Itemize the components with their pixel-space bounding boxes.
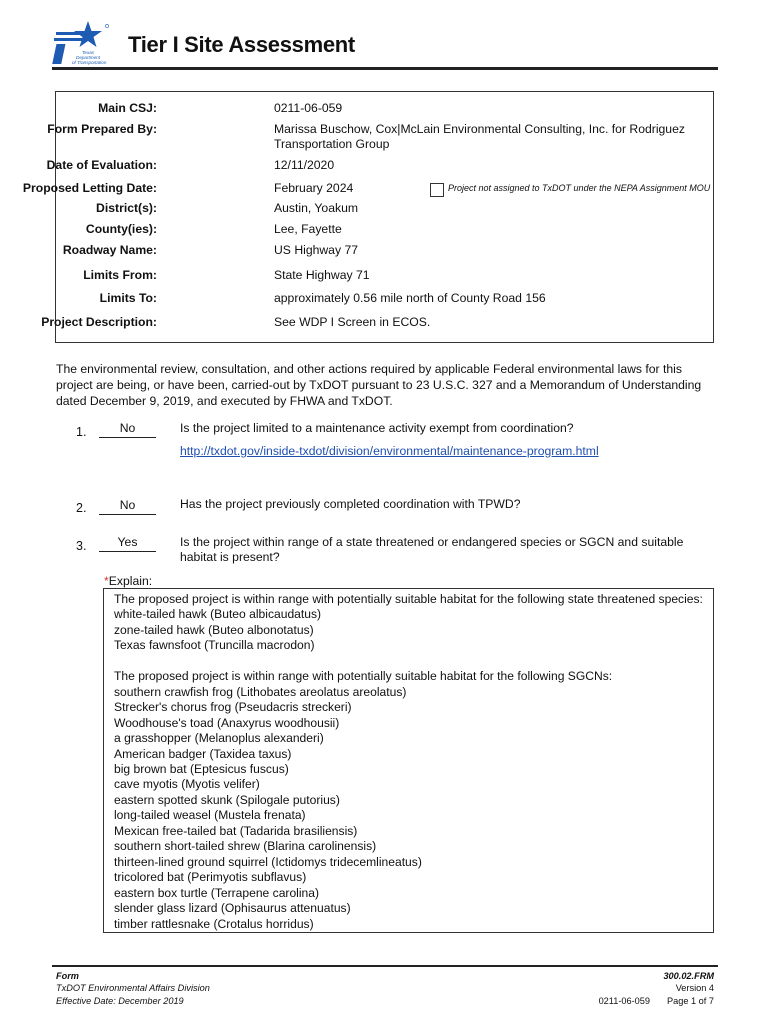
- question-3-number: 3.: [76, 539, 87, 553]
- main-csj-value: 0211-06-059: [274, 101, 343, 115]
- question-1-text: Is the project limited to a maintenance activity exempt from coordination?: [180, 421, 574, 435]
- footer-division: TxDOT Environmental Affairs Division: [56, 983, 210, 993]
- list-item: Mexican free-tailed bat (Tadarida brasiliensis): [114, 823, 358, 838]
- question-3-answer[interactable]: Yes: [99, 535, 156, 552]
- svg-text:Department: Department: [76, 55, 101, 60]
- footer-divider: [52, 965, 718, 967]
- maintenance-program-link[interactable]: http://txdot.gov/inside-txdot/division/environmental/maintenance-program.html: [180, 444, 599, 458]
- counties-value: Lee, Fayette: [274, 222, 342, 236]
- nepa-assignment-checkbox[interactable]: [430, 183, 444, 197]
- list-item: zone-tailed hawk (Buteo albonotatus): [114, 622, 314, 637]
- list-item: Strecker's chorus frog (Pseudacris streckeri): [114, 700, 352, 715]
- header-divider: [52, 67, 718, 70]
- list-item: Woodhouse's toad (Anaxyrus woodhousii): [114, 715, 340, 730]
- list-item: cave myotis (Myotis velifer): [114, 777, 260, 792]
- letting-date-label: Proposed Letting Date:: [22, 181, 157, 195]
- svg-text:of Transportation: of Transportation: [72, 60, 107, 65]
- txdot-logo: [52, 18, 114, 66]
- list-item: eastern spotted skunk (Spilogale putorius): [114, 792, 340, 807]
- roadway-name-label: Roadway Name:: [62, 243, 157, 257]
- footer-form-label: Form: [56, 971, 79, 981]
- project-description-value: See WDP I Screen in ECOS.: [274, 315, 431, 329]
- footer-version: Version 4: [675, 983, 714, 993]
- explain-textarea[interactable]: [103, 588, 714, 933]
- date-evaluation-label: Date of Evaluation:: [46, 158, 157, 172]
- threatened-intro: The proposed project is within range with potentially suitable habitat for the following state threatened species:: [114, 592, 703, 606]
- list-item: thirteen-lined ground squirrel (Ictidomys tridecemlineatus): [114, 854, 422, 869]
- intro-paragraph: The environmental review, consultation, and other actions required by applicable Federal environmental laws for this project are being, or have been, carried-out by TxDOT pursuant to 23 U.S.C. 327 and a Memorandum of Understanding dated December 9, 2019, and executed by FHWA and TxDOT.: [56, 362, 702, 408]
- list-item: big brown bat (Eptesicus fuscus): [114, 761, 289, 776]
- threatened-species-list: [114, 607, 703, 653]
- list-item: Texas fawnsfoot (Truncilla macrodon): [114, 638, 315, 653]
- sgcn-intro: The proposed project is within range with potentially suitable habitat for the following SGCNs:: [114, 669, 613, 684]
- list-item: long-tailed weasel (Mustela frenata): [114, 808, 306, 823]
- footer-csj: 0211-06-059: [598, 996, 650, 1006]
- project-description-label: Project Description:: [41, 315, 157, 329]
- counties-label: County(ies):: [85, 222, 157, 236]
- roadway-name-value: US Highway 77: [274, 243, 358, 257]
- explain-label-text: Explain:: [108, 574, 153, 588]
- svg-text:Texas: Texas: [82, 50, 95, 55]
- districts-label: District(s):: [96, 201, 157, 215]
- list-item: eastern box turtle (Terrapene carolina): [114, 885, 320, 900]
- districts-value: Austin, Yoakum: [274, 201, 359, 215]
- prepared-by-label: Form Prepared By:: [47, 122, 157, 136]
- sgcn-species-list: [114, 685, 703, 932]
- footer-page-number: Page 1 of 7: [667, 996, 714, 1006]
- question-1-number: 1.: [76, 425, 87, 439]
- project-info-box: [22, 91, 714, 343]
- date-evaluation-value: 12/11/2020: [274, 158, 335, 172]
- question-1-answer[interactable]: No: [99, 421, 156, 438]
- nepa-assignment-label: Project not assigned to TxDOT under the NEPA Assignment MOU: [448, 183, 711, 193]
- limits-from-value: State Highway 71: [274, 268, 370, 282]
- question-2-answer[interactable]: No: [99, 498, 156, 515]
- txdot-star-logo-icon: [52, 18, 114, 66]
- page-title: Tier I Site Assessment: [128, 32, 355, 57]
- list-item: a grasshopper (Melanoplus alexanderi): [114, 731, 324, 746]
- prepared-by-value: Marissa Buschow, Cox|McLain Environmental Consulting, Inc. for Rodriguez Transportation Group: [274, 122, 685, 151]
- limits-to-value: approximately 0.56 mile north of County Road 156: [274, 291, 546, 305]
- limits-to-label: Limits To:: [99, 291, 157, 305]
- spacer: [114, 654, 703, 669]
- limits-from-label: Limits From:: [83, 268, 157, 282]
- list-item: white-tailed hawk (Buteo albicaudatus): [114, 607, 322, 622]
- footer-effective-date: Effective Date: December 2019: [56, 996, 184, 1006]
- list-item: American badger (Taxidea taxus): [114, 746, 292, 761]
- explain-label: [104, 574, 152, 588]
- letting-date-value: February 2024: [274, 181, 354, 195]
- question-3-text: Is the project within range of a state threatened or endangered species or SGCN and suitable habitat is present?: [180, 535, 684, 564]
- list-item: southern crawfish frog (Lithobates areolatus areolatus): [114, 684, 407, 699]
- question-2-number: 2.: [76, 501, 87, 515]
- required-asterisk: *: [104, 574, 109, 588]
- list-item: timber rattlesnake (Crotalus horridus): [114, 916, 314, 931]
- list-item: slender glass lizard (Ophisaurus attenuatus): [114, 901, 351, 916]
- list-item: tricolored bat (Perimyotis subflavus): [114, 870, 307, 885]
- footer-form-number: 300.02.FRM: [663, 971, 714, 981]
- main-csj-label: Main CSJ:: [98, 101, 157, 115]
- question-2-text: Has the project previously completed coordination with TPWD?: [180, 497, 521, 511]
- list-item: southern short-tailed shrew (Blarina carolinensis): [114, 839, 377, 854]
